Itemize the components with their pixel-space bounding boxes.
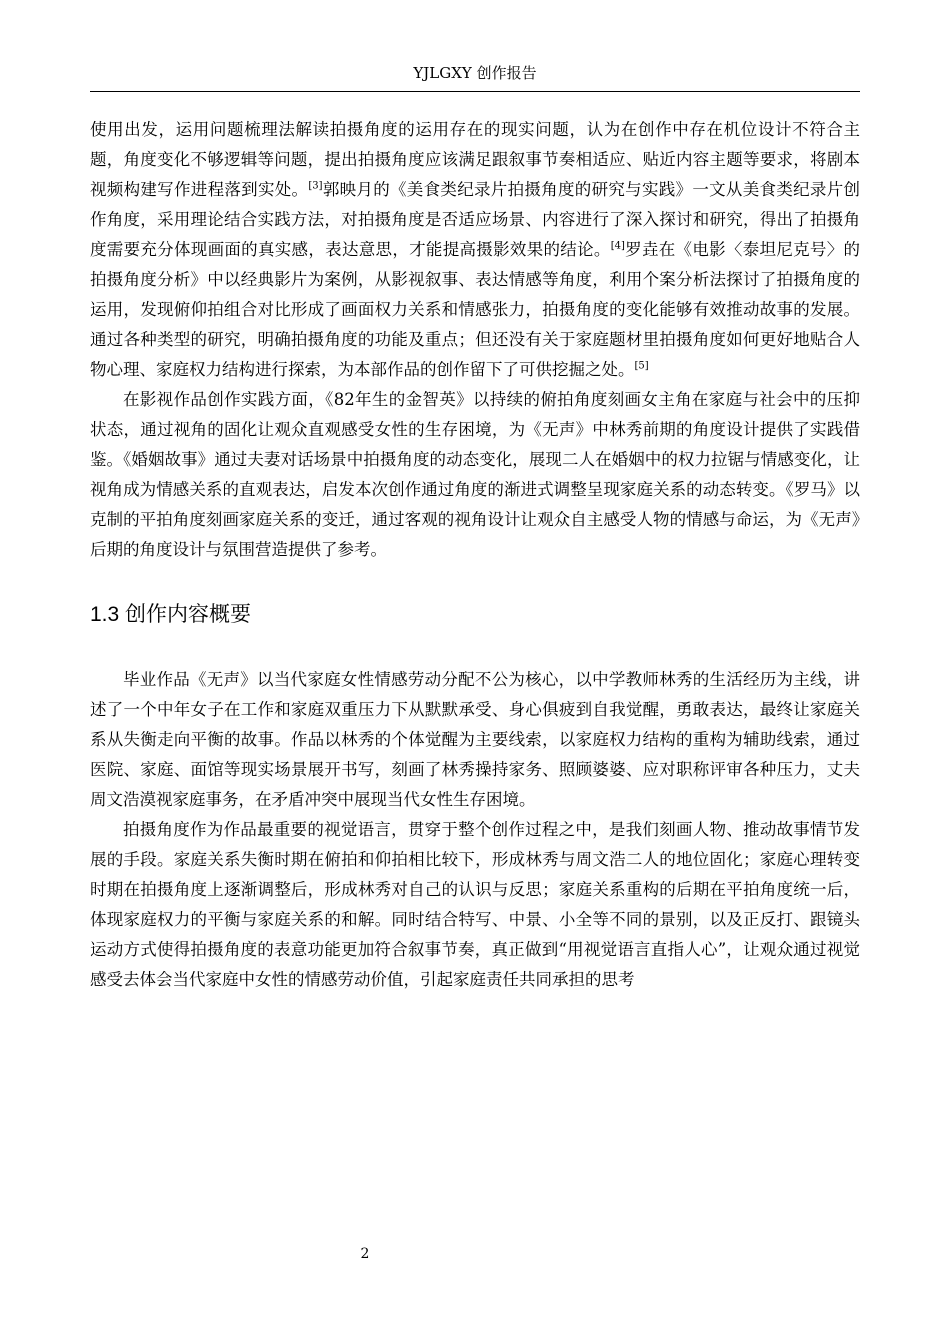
paragraph-literature-review xyxy=(90,115,860,385)
page-number: 2 xyxy=(360,1246,370,1262)
citation-5: [5] xyxy=(634,360,649,372)
page-header: YJLGXY 创作报告 xyxy=(413,64,537,82)
document-body xyxy=(90,115,860,995)
header-divider xyxy=(90,91,860,92)
paragraph-text: 使用出发，运用问题梳理法解读拍摄角度的运用存在的现实问题，认为在创作中存在机位设计不符合主题，角度变化不够逻辑等问题，提出拍摄角度应该满足跟叙事节奏相适应、贴近内容主题等要求，将剧本视频构建写作进程落到实处。 xyxy=(90,120,860,199)
citation-3: [3] xyxy=(308,180,323,192)
paragraph-content-summary: 毕业作品《无声》以当代家庭女性情感劳动分配不公为核心，以中学教师林秀的生活经历为主线，讲述了一个中年女子在工作和家庭双重压力下从默默承受、身心俱疲到自我觉醒，勇敢表达，最终让家庭关系从失衡走向平衡的故事。作品以林秀的个体觉醒为主要线索，以家庭权力结构的重构为辅助线索，通过医院、家庭、面馆等现实场景展开书写，刻画了林秀操持家务、照顾婆婆、应对职称评审各种压力，丈夫周文浩漠视家庭事务，在矛盾冲突中展现当代女性生存困境。 xyxy=(90,670,860,809)
section-heading: 1.3 创作内容概要 xyxy=(90,603,252,626)
paragraph-text: 郭映月的《美食类纪录片拍摄角度的研究与实践》一文从美食类纪录片创作角度，采用理论结合实践方法，对拍摄角度是否适应场景、内容进行了深入探讨和研究，得出了拍摄角度需要充分体现画面的真实感，表达意思，才能提高摄影效果的结论。 xyxy=(90,180,861,259)
paragraph-practice-references: 在影视作品创作实践方面，《82年生的金智英》以持续的俯拍角度刻画女主角在家庭与社会中的压抑状态，通过视角的固化让观众直观感受女性的生存困境，为《无声》中林秀前期的角度设计提供了实践借鉴。《婚姻故事》通过夫妻对话场景中拍摄角度的动态变化，展现二人在婚姻中的权力拉锯与情感变化，让视角成为情感关系的直观表达，启发本次创作通过角度的渐进式调整呈现家庭关系的动态转变。《罗马》以克制的平拍角度刻画家庭关系的变迁，通过客观的视角设计让观众自主感受人物的情感与命运，为《无声》后期的角度设计与氛围营造提供了参考。 xyxy=(90,390,860,559)
paragraph-text: 罗垚在《电影〈泰坦尼克号〉的拍摄角度分析》中以经典影片为案例，从影视叙事、表达情感等角度，利用个案分析法探讨了拍摄角度的运用，发现俯仰拍组合对比形成了画面权力关系和情感张力，拍摄角度的变化能够有效推动故事的发展。通过各种类型的研究，明确拍摄角度的功能及重点；但还没有关于家庭题材里拍摄角度如何更好地贴合人物心理、家庭权力结构进行探索，为本部作品的创作留下了可供挖掘之处。 xyxy=(90,240,861,379)
citation-4: [4] xyxy=(610,240,625,252)
paragraph-shooting-angle: 拍摄角度作为作品最重要的视觉语言，贯穿于整个创作过程之中，是我们刻画人物、推动故事情节发展的手段。家庭关系失衡时期在俯拍和仰拍相比较下，形成林秀与周文浩二人的地位固化；家庭心理转变时期在拍摄角度上逐渐调整后，形成林秀对自己的认识与反思；家庭关系重构的后期在平拍角度统一后，体现家庭权力的平衡与家庭关系的和解。同时结合特写、中景、小全等不同的景别，以及正反打、跟镜头运动方式使得拍摄角度的表意功能更加符合叙事节奏，真正做到“用视觉语言直指人心”，让观众通过视觉感受去体会当代家庭中女性的情感劳动价值，引起家庭责任共同承担的思考 xyxy=(90,820,860,989)
